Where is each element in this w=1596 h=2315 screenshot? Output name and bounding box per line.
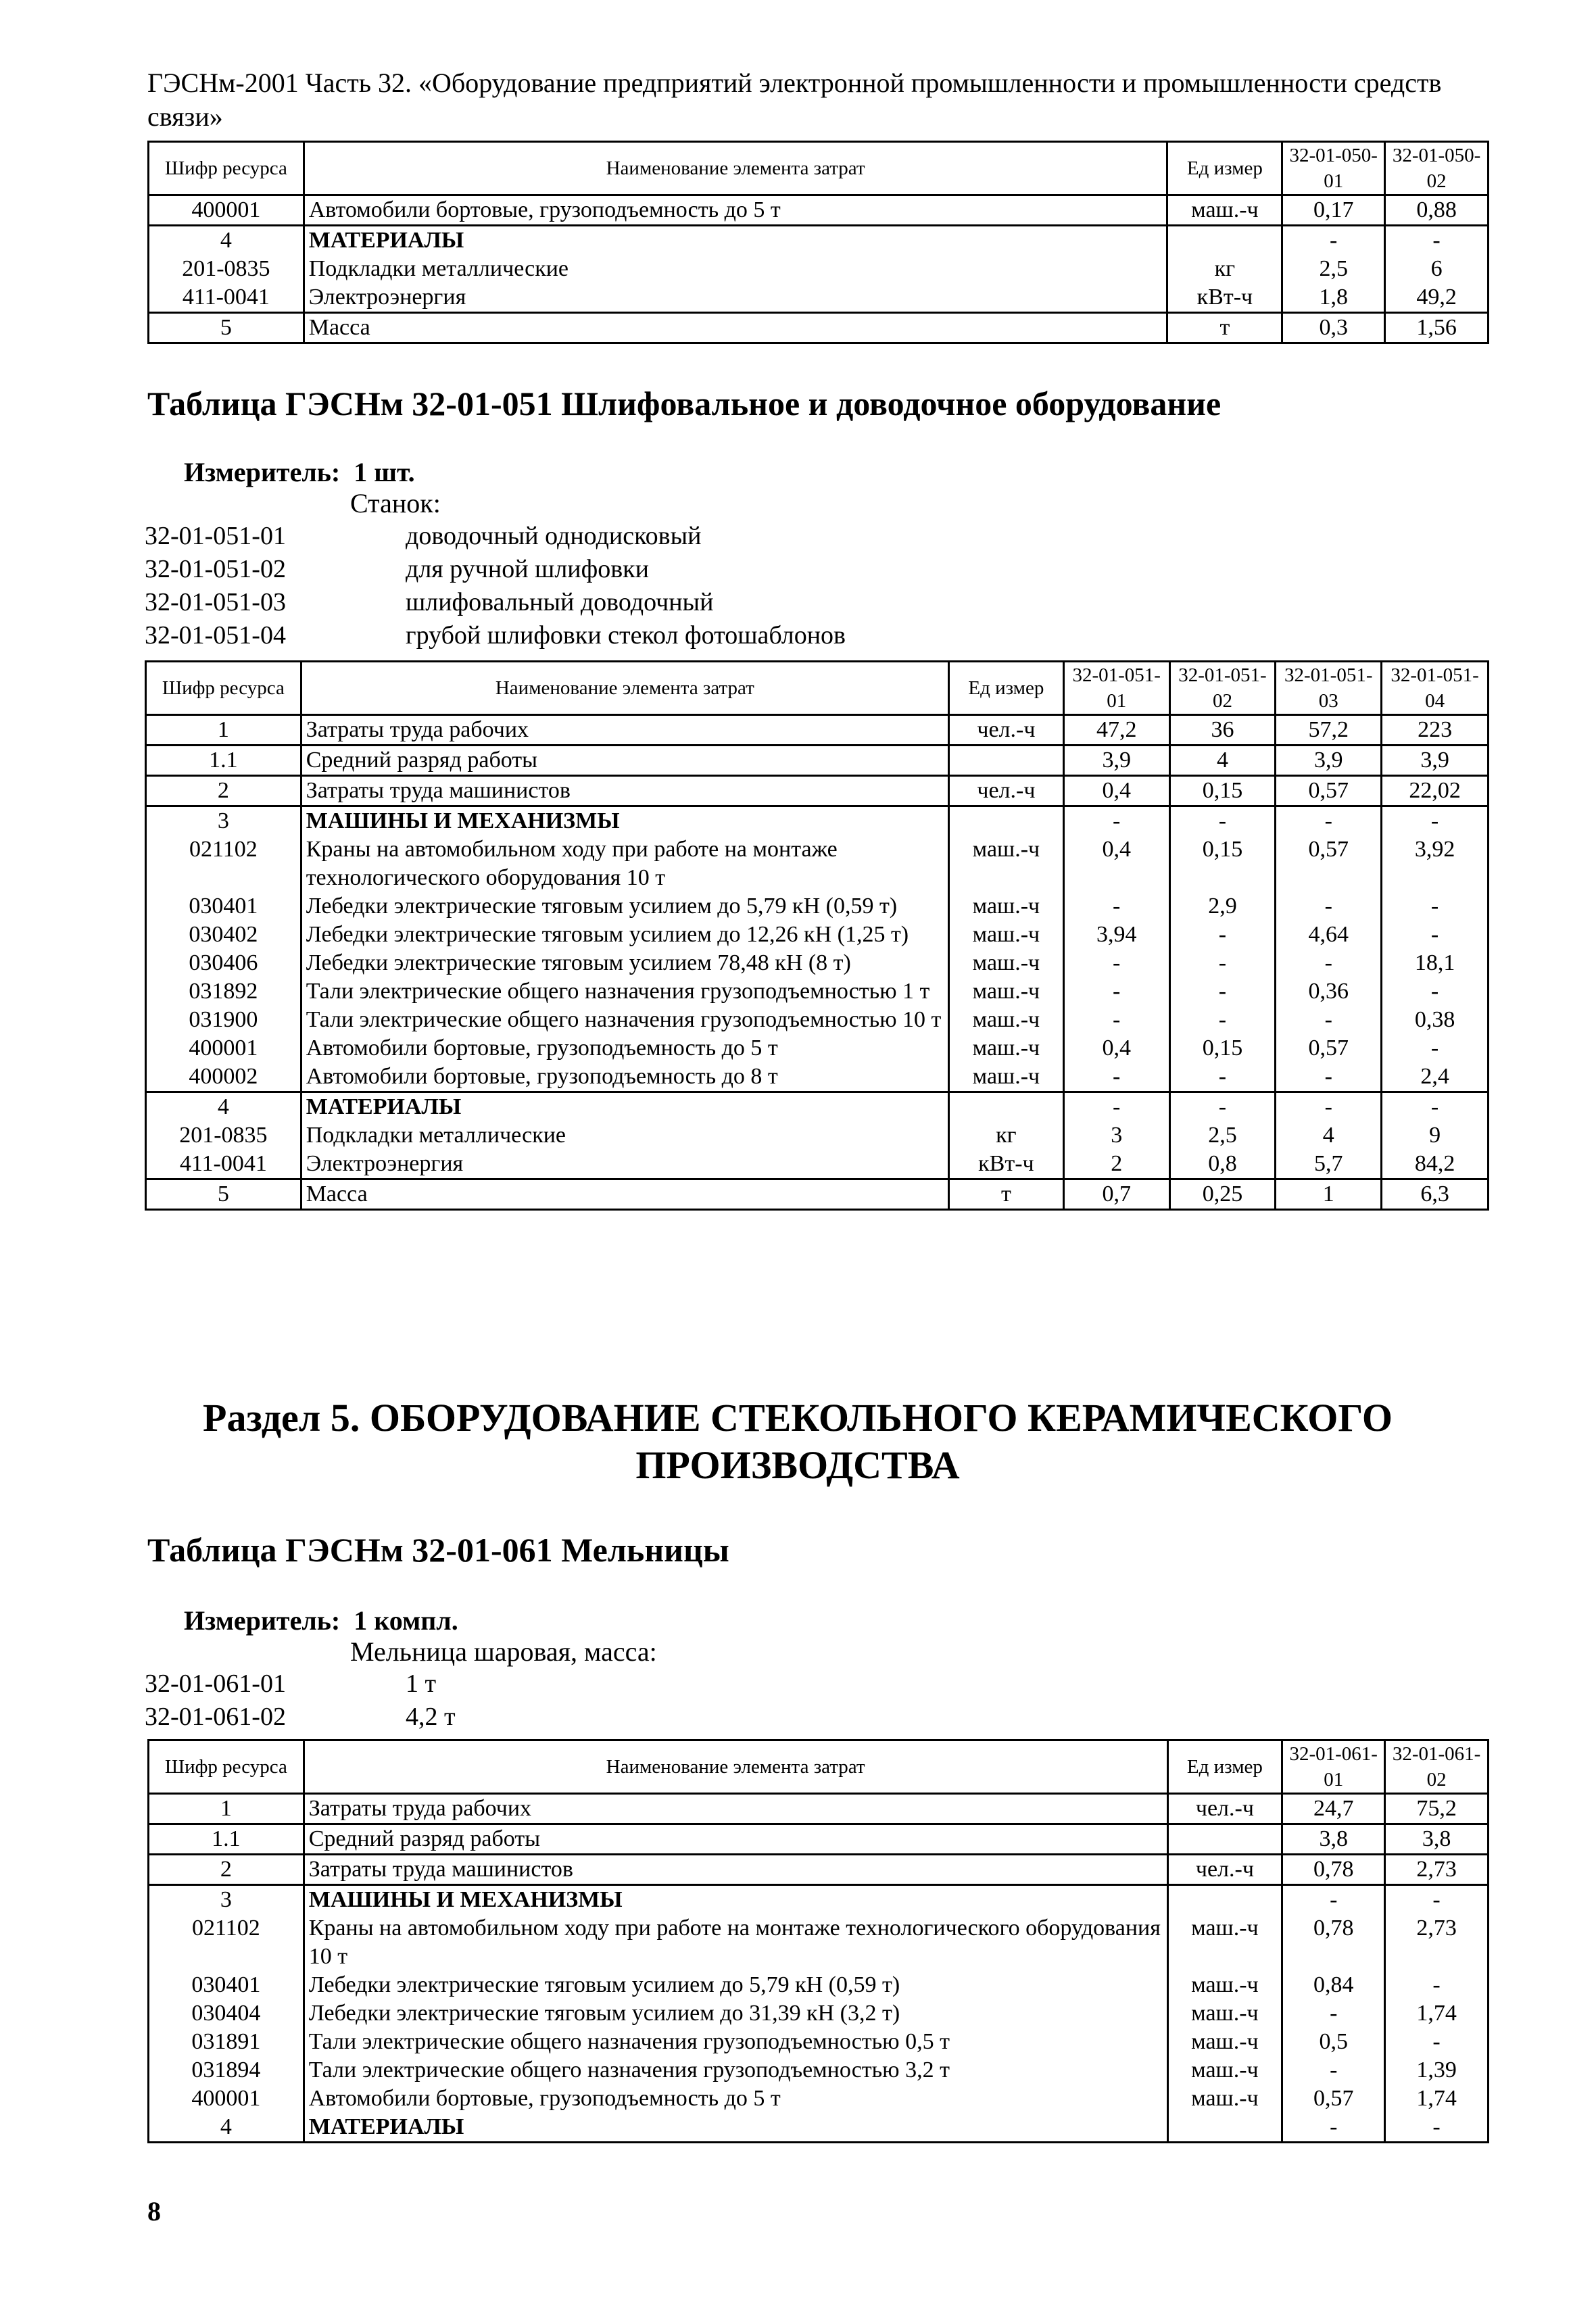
cell-value: -	[1169, 921, 1276, 949]
cell-name: Автомобили бортовые, грузоподъемность до 5 т	[304, 195, 1167, 226]
cell-value: 0,25	[1169, 1179, 1276, 1210]
cell-name: Затраты труда машинистов	[301, 776, 948, 806]
cell-value: 0,15	[1169, 1034, 1276, 1063]
table-row	[146, 1092, 1489, 1122]
cell-name: МАТЕРИАЛЫ	[304, 226, 1167, 255]
cell-name: Электроэнергия	[301, 1150, 948, 1179]
cell-unit: маш.-ч	[1167, 1914, 1282, 1971]
cell-value: -	[1063, 1092, 1169, 1122]
cell-value: 6	[1385, 255, 1489, 283]
item-list-061	[145, 1667, 456, 1734]
cell-unit	[1167, 226, 1282, 255]
cell-value: 47,2	[1063, 715, 1169, 746]
cell-name: Средний разряд работы	[301, 746, 948, 776]
cell-unit	[1167, 2113, 1282, 2143]
col-header-name: Наименование элемента затрат	[304, 142, 1167, 195]
cell-value: -	[1063, 1006, 1169, 1034]
cell-unit: кг	[1167, 255, 1282, 283]
cell-value: -	[1382, 1034, 1489, 1063]
cell-code: 030404	[149, 1999, 304, 2028]
cell-value: -	[1385, 2113, 1489, 2143]
cell-value: 6,3	[1382, 1179, 1489, 1210]
cell-value: 1,74	[1385, 1999, 1489, 2028]
cell-unit: т	[1167, 313, 1282, 343]
cell-code: 2	[149, 1855, 304, 1885]
cell-name: МАТЕРИАЛЫ	[304, 2113, 1167, 2143]
cell-value: 0,4	[1063, 835, 1169, 892]
cell-code: 400001	[146, 1034, 301, 1063]
cell-unit: маш.-ч	[949, 892, 1064, 921]
cell-unit: кВт-ч	[1167, 283, 1282, 313]
table-row	[149, 1999, 1489, 2028]
table-row	[146, 746, 1489, 776]
cell-name: Автомобили бортовые, грузоподъемность до 5 т	[301, 1034, 948, 1063]
cell-value: 0,4	[1063, 776, 1169, 806]
cell-name: МАШИНЫ И МЕХАНИЗМЫ	[304, 1885, 1167, 1915]
item-code: 32-01-061-01	[145, 1670, 286, 1698]
group-label: Станок:	[350, 488, 441, 518]
cell-value: -	[1382, 892, 1489, 921]
item-text: 1 т	[406, 1670, 437, 1698]
list-item	[145, 1701, 456, 1734]
page-number: 8	[147, 2196, 161, 2226]
item-text: доводочный однодисковый	[406, 522, 702, 550]
cell-value: 0,57	[1276, 776, 1382, 806]
item-text: грубой шлифовки стекол фотошаблонов	[406, 621, 846, 650]
col-header-code: Шифр ресурса	[149, 142, 304, 195]
col-header-unit: Ед измер	[1167, 142, 1282, 195]
item-text: 4,2 т	[406, 1703, 456, 1731]
cell-name: Лебедки электрические тяговым усилием 78,48 кН (8 т)	[301, 949, 948, 977]
col-header-value: 32-01-050-02	[1385, 142, 1489, 195]
col-header-value: 32-01-061-02	[1385, 1740, 1489, 1794]
cell-unit: маш.-ч	[949, 1063, 1064, 1092]
table-row	[149, 313, 1489, 343]
cell-value: 75,2	[1385, 1794, 1489, 1824]
cell-code: 3	[146, 806, 301, 836]
cell-name: Лебедки электрические тяговым усилием до 12,26 кН (1,25 т)	[301, 921, 948, 949]
cell-value: 36	[1169, 715, 1276, 746]
cell-value: 2,73	[1385, 1855, 1489, 1885]
item-code: 32-01-051-01	[145, 522, 286, 550]
cell-value: 3,94	[1063, 921, 1169, 949]
cell-unit	[1167, 1824, 1282, 1855]
cell-name: Тали электрические общего назначения грузоподъемностью 0,5 т	[304, 2028, 1167, 2056]
cell-value: 2,4	[1382, 1063, 1489, 1092]
cell-unit	[949, 746, 1064, 776]
cell-name: Затраты труда машинистов	[304, 1855, 1167, 1885]
cell-code: 021102	[146, 835, 301, 892]
cell-code: 4	[149, 226, 304, 255]
cell-value: -	[1276, 949, 1382, 977]
col-header-unit: Ед измер	[949, 662, 1064, 715]
table-title-051: Таблица ГЭСНм 32-01-051 Шлифовальное и доводочное оборудование	[147, 385, 1222, 422]
cell-code: 201-0835	[146, 1121, 301, 1150]
cell-value: 2,5	[1282, 255, 1385, 283]
cell-unit: маш.-ч	[949, 1006, 1064, 1034]
cell-value: 0,78	[1282, 1855, 1385, 1885]
cell-value: -	[1282, 2113, 1385, 2143]
table-row	[146, 806, 1489, 836]
cell-unit: маш.-ч	[1167, 1999, 1282, 2028]
cell-unit: кВт-ч	[949, 1150, 1064, 1179]
cell-value: 0,38	[1382, 1006, 1489, 1034]
cell-unit: чел.-ч	[1167, 1794, 1282, 1824]
cell-name: Подкладки металлические	[304, 255, 1167, 283]
cell-unit: маш.-ч	[949, 949, 1064, 977]
cell-value: -	[1063, 977, 1169, 1006]
cell-unit: маш.-ч	[949, 835, 1064, 892]
table-row	[149, 2028, 1489, 2056]
item-list-051	[145, 520, 846, 652]
cell-value: -	[1276, 806, 1382, 836]
cell-value: -	[1385, 226, 1489, 255]
table-row	[149, 1794, 1489, 1824]
cell-unit	[1167, 1885, 1282, 1915]
cell-value: -	[1276, 1092, 1382, 1122]
table-row	[149, 226, 1489, 255]
table-row	[149, 1914, 1489, 1971]
table-row	[146, 776, 1489, 806]
cell-value: 0,84	[1282, 1971, 1385, 1999]
cell-value: -	[1276, 892, 1382, 921]
cell-value: -	[1169, 977, 1276, 1006]
table-row	[149, 1824, 1489, 1855]
cell-value: 4	[1276, 1121, 1382, 1150]
table-row	[146, 1034, 1489, 1063]
cell-code: 031894	[149, 2056, 304, 2085]
cell-value: -	[1169, 1092, 1276, 1122]
cell-code: 030401	[146, 892, 301, 921]
table-row	[146, 1121, 1489, 1150]
group-label: Мельница шаровая, масса:	[350, 1636, 657, 1667]
cell-name: Подкладки металлические	[301, 1121, 948, 1150]
cell-value: 1,39	[1385, 2056, 1489, 2085]
cell-value: -	[1282, 1999, 1385, 2028]
table-row	[146, 1063, 1489, 1092]
cell-value: 0,57	[1276, 1034, 1382, 1063]
col-header-value: 32-01-051-01	[1063, 662, 1169, 715]
cell-value: -	[1063, 1063, 1169, 1092]
table-row	[146, 715, 1489, 746]
cell-value: -	[1063, 892, 1169, 921]
cell-name: Средний разряд работы	[304, 1824, 1167, 1855]
item-text: для ручной шлифовки	[406, 555, 649, 583]
cell-name: Краны на автомобильном ходу при работе на монтаже технологического оборудования 10 т	[304, 1914, 1167, 1971]
cell-value: -	[1282, 1885, 1385, 1915]
cell-value: -	[1382, 1092, 1489, 1122]
cell-unit: маш.-ч	[949, 1034, 1064, 1063]
table-row	[149, 2085, 1489, 2113]
table-row	[149, 2056, 1489, 2085]
cell-code: 411-0041	[149, 283, 304, 313]
cell-unit: маш.-ч	[1167, 195, 1282, 226]
col-header-value: 32-01-061-01	[1282, 1740, 1385, 1794]
cell-code: 400002	[146, 1063, 301, 1092]
list-item	[145, 586, 846, 619]
cell-value: 22,02	[1382, 776, 1489, 806]
cell-value: 1,56	[1385, 313, 1489, 343]
table-row	[146, 1150, 1489, 1179]
cell-value: 0,17	[1282, 195, 1385, 226]
cell-value: 5,7	[1276, 1150, 1382, 1179]
table-row	[146, 1006, 1489, 1034]
cell-name: МАШИНЫ И МЕХАНИЗМЫ	[301, 806, 948, 836]
cell-value: 3	[1063, 1121, 1169, 1150]
cell-name: Тали электрические общего назначения грузоподъемностью 3,2 т	[304, 2056, 1167, 2085]
cell-name: Тали электрические общего назначения грузоподъемностью 1 т	[301, 977, 948, 1006]
cell-value: -	[1169, 1063, 1276, 1092]
cell-unit: маш.-ч	[1167, 2028, 1282, 2056]
table-row	[149, 195, 1489, 226]
table-row	[149, 1885, 1489, 1915]
cell-code: 031892	[146, 977, 301, 1006]
cell-value: -	[1276, 1006, 1382, 1034]
col-header-value: 32-01-051-02	[1169, 662, 1276, 715]
cell-value: 0,36	[1276, 977, 1382, 1006]
cell-value: -	[1169, 1006, 1276, 1034]
cell-value: 1	[1276, 1179, 1382, 1210]
table-title-061: Таблица ГЭСНм 32-01-061 Мельницы	[147, 1531, 729, 1569]
cell-value: 3,9	[1276, 746, 1382, 776]
item-code: 32-01-051-03	[145, 588, 286, 616]
cell-value: -	[1382, 921, 1489, 949]
cell-unit: маш.-ч	[949, 921, 1064, 949]
col-header-code: Шифр ресурса	[149, 1740, 304, 1794]
cell-code: 400001	[149, 2085, 304, 2113]
table-row	[149, 1971, 1489, 1999]
section-heading	[122, 1394, 1474, 1489]
cell-name: Краны на автомобильном ходу при работе на монтаже технологического оборудования 10 т	[301, 835, 948, 892]
cell-value: 0,15	[1169, 835, 1276, 892]
item-code: 32-01-061-02	[145, 1703, 286, 1731]
table-32-01-050	[147, 141, 1489, 344]
cell-value: -	[1276, 1063, 1382, 1092]
section-heading-line2: ПРОИЗВОДСТВА	[635, 1443, 960, 1487]
cell-code: 031891	[149, 2028, 304, 2056]
cell-code: 201-0835	[149, 255, 304, 283]
cell-unit: маш.-ч	[1167, 2085, 1282, 2113]
cell-value: 0,57	[1282, 2085, 1385, 2113]
cell-unit: т	[949, 1179, 1064, 1210]
cell-unit: чел.-ч	[1167, 1855, 1282, 1885]
cell-value: 4	[1169, 746, 1276, 776]
cell-value: 0,15	[1169, 776, 1276, 806]
table-32-01-051	[145, 660, 1489, 1211]
cell-code: 2	[146, 776, 301, 806]
cell-code: 031900	[146, 1006, 301, 1034]
cell-code: 4	[146, 1092, 301, 1122]
col-header-name: Наименование элемента затрат	[301, 662, 948, 715]
cell-value: -	[1282, 2056, 1385, 2085]
cell-value: 0,78	[1282, 1914, 1385, 1971]
cell-code: 5	[149, 313, 304, 343]
cell-value: -	[1385, 1885, 1489, 1915]
cell-code: 3	[149, 1885, 304, 1915]
cell-value: 18,1	[1382, 949, 1489, 977]
cell-code: 030402	[146, 921, 301, 949]
cell-value: -	[1169, 949, 1276, 977]
cell-value: 2,5	[1169, 1121, 1276, 1150]
measure-line	[184, 456, 415, 489]
cell-name: Автомобили бортовые, грузоподъемность до 8 т	[301, 1063, 948, 1092]
table-row	[149, 1855, 1489, 1885]
page-header: ГЭСНм-2001 Часть 32. «Оборудование предприятий электронной промышленности и промышленности средств связи»	[147, 68, 1442, 132]
cell-value: 3,8	[1385, 1824, 1489, 1855]
cell-value: 3,8	[1282, 1824, 1385, 1855]
table-row	[149, 2113, 1489, 2143]
cell-value: 3,9	[1063, 746, 1169, 776]
table-row	[146, 977, 1489, 1006]
measure-value: 1 шт.	[354, 457, 415, 487]
cell-value: -	[1063, 949, 1169, 977]
list-item	[145, 553, 846, 586]
cell-code: 030406	[146, 949, 301, 977]
cell-value: -	[1382, 977, 1489, 1006]
cell-code: 1.1	[149, 1824, 304, 1855]
table-row	[149, 283, 1489, 313]
cell-code: 021102	[149, 1914, 304, 1971]
col-header-value: 32-01-051-03	[1276, 662, 1382, 715]
cell-name: Лебедки электрические тяговым усилием до 5,79 кН (0,59 т)	[304, 1971, 1167, 1999]
cell-unit: чел.-ч	[949, 776, 1064, 806]
table-row	[146, 1179, 1489, 1210]
measure-line	[184, 1604, 458, 1638]
cell-unit: маш.-ч	[1167, 1971, 1282, 1999]
cell-unit: маш.-ч	[949, 977, 1064, 1006]
cell-code: 411-0041	[146, 1150, 301, 1179]
cell-value: 9	[1382, 1121, 1489, 1150]
cell-value: 49,2	[1385, 283, 1489, 313]
table-row	[149, 255, 1489, 283]
col-header-unit: Ед измер	[1167, 1740, 1282, 1794]
measure-value: 1 компл.	[354, 1605, 458, 1636]
cell-value: -	[1169, 806, 1276, 836]
cell-value: -	[1385, 2028, 1489, 2056]
cell-code: 400001	[149, 195, 304, 226]
cell-value: 3,92	[1382, 835, 1489, 892]
cell-value: 57,2	[1276, 715, 1382, 746]
cell-name: Затраты труда рабочих	[304, 1794, 1167, 1824]
measure-label: Измеритель:	[184, 1605, 341, 1636]
cell-value: 0,8	[1169, 1150, 1276, 1179]
cell-code: 1	[146, 715, 301, 746]
cell-name: Лебедки электрические тяговым усилием до 5,79 кН (0,59 т)	[301, 892, 948, 921]
table-row	[146, 835, 1489, 892]
item-code: 32-01-051-02	[145, 555, 286, 583]
list-item	[145, 619, 846, 652]
cell-value: 2	[1063, 1150, 1169, 1179]
cell-value: 84,2	[1382, 1150, 1489, 1179]
list-item	[145, 1667, 456, 1701]
cell-value: 1,74	[1385, 2085, 1489, 2113]
col-header-name: Наименование элемента затрат	[304, 1740, 1167, 1794]
measure-label: Измеритель:	[184, 457, 341, 487]
cell-value: 3,9	[1382, 746, 1489, 776]
section-heading-line1: Раздел 5. ОБОРУДОВАНИЕ СТЕКОЛЬНОГО КЕРАМИЧЕСКОГО	[203, 1396, 1393, 1440]
cell-value: 2,9	[1169, 892, 1276, 921]
col-header-value: 32-01-050-01	[1282, 142, 1385, 195]
cell-value: 2,73	[1385, 1914, 1489, 1971]
cell-code: 1	[149, 1794, 304, 1824]
cell-code: 1.1	[146, 746, 301, 776]
table-row	[146, 892, 1489, 921]
table-32-01-061	[147, 1739, 1489, 2143]
cell-name: Электроэнергия	[304, 283, 1167, 313]
col-header-code: Шифр ресурса	[146, 662, 301, 715]
cell-value: 0,3	[1282, 313, 1385, 343]
cell-unit: маш.-ч	[1167, 2056, 1282, 2085]
table-row	[146, 921, 1489, 949]
cell-value: 1,8	[1282, 283, 1385, 313]
cell-unit: кг	[949, 1121, 1064, 1150]
cell-name: Тали электрические общего назначения грузоподъемностью 10 т	[301, 1006, 948, 1034]
cell-name: Масса	[301, 1179, 948, 1210]
cell-value: 0,5	[1282, 2028, 1385, 2056]
cell-name: Автомобили бортовые, грузоподъемность до 5 т	[304, 2085, 1167, 2113]
cell-code: 4	[149, 2113, 304, 2143]
table-row	[146, 949, 1489, 977]
cell-value: 4,64	[1276, 921, 1382, 949]
cell-name: Масса	[304, 313, 1167, 343]
cell-unit	[949, 1092, 1064, 1122]
cell-unit: чел.-ч	[949, 715, 1064, 746]
cell-name: Лебедки электрические тяговым усилием до 31,39 кН (3,2 т)	[304, 1999, 1167, 2028]
item-text: шлифовальный доводочный	[406, 588, 714, 616]
cell-value: -	[1382, 806, 1489, 836]
cell-value: -	[1282, 226, 1385, 255]
col-header-value: 32-01-051-04	[1382, 662, 1489, 715]
cell-value: -	[1063, 806, 1169, 836]
cell-code: 030401	[149, 1971, 304, 1999]
cell-name: МАТЕРИАЛЫ	[301, 1092, 948, 1122]
cell-value: 0,57	[1276, 835, 1382, 892]
cell-value: -	[1385, 1971, 1489, 1999]
item-code: 32-01-051-04	[145, 621, 286, 650]
cell-value: 24,7	[1282, 1794, 1385, 1824]
cell-unit	[949, 806, 1064, 836]
list-item	[145, 520, 846, 553]
cell-value: 0,88	[1385, 195, 1489, 226]
cell-value: 0,4	[1063, 1034, 1169, 1063]
cell-name: Затраты труда рабочих	[301, 715, 948, 746]
cell-value: 223	[1382, 715, 1489, 746]
cell-value: 0,7	[1063, 1179, 1169, 1210]
cell-code: 5	[146, 1179, 301, 1210]
